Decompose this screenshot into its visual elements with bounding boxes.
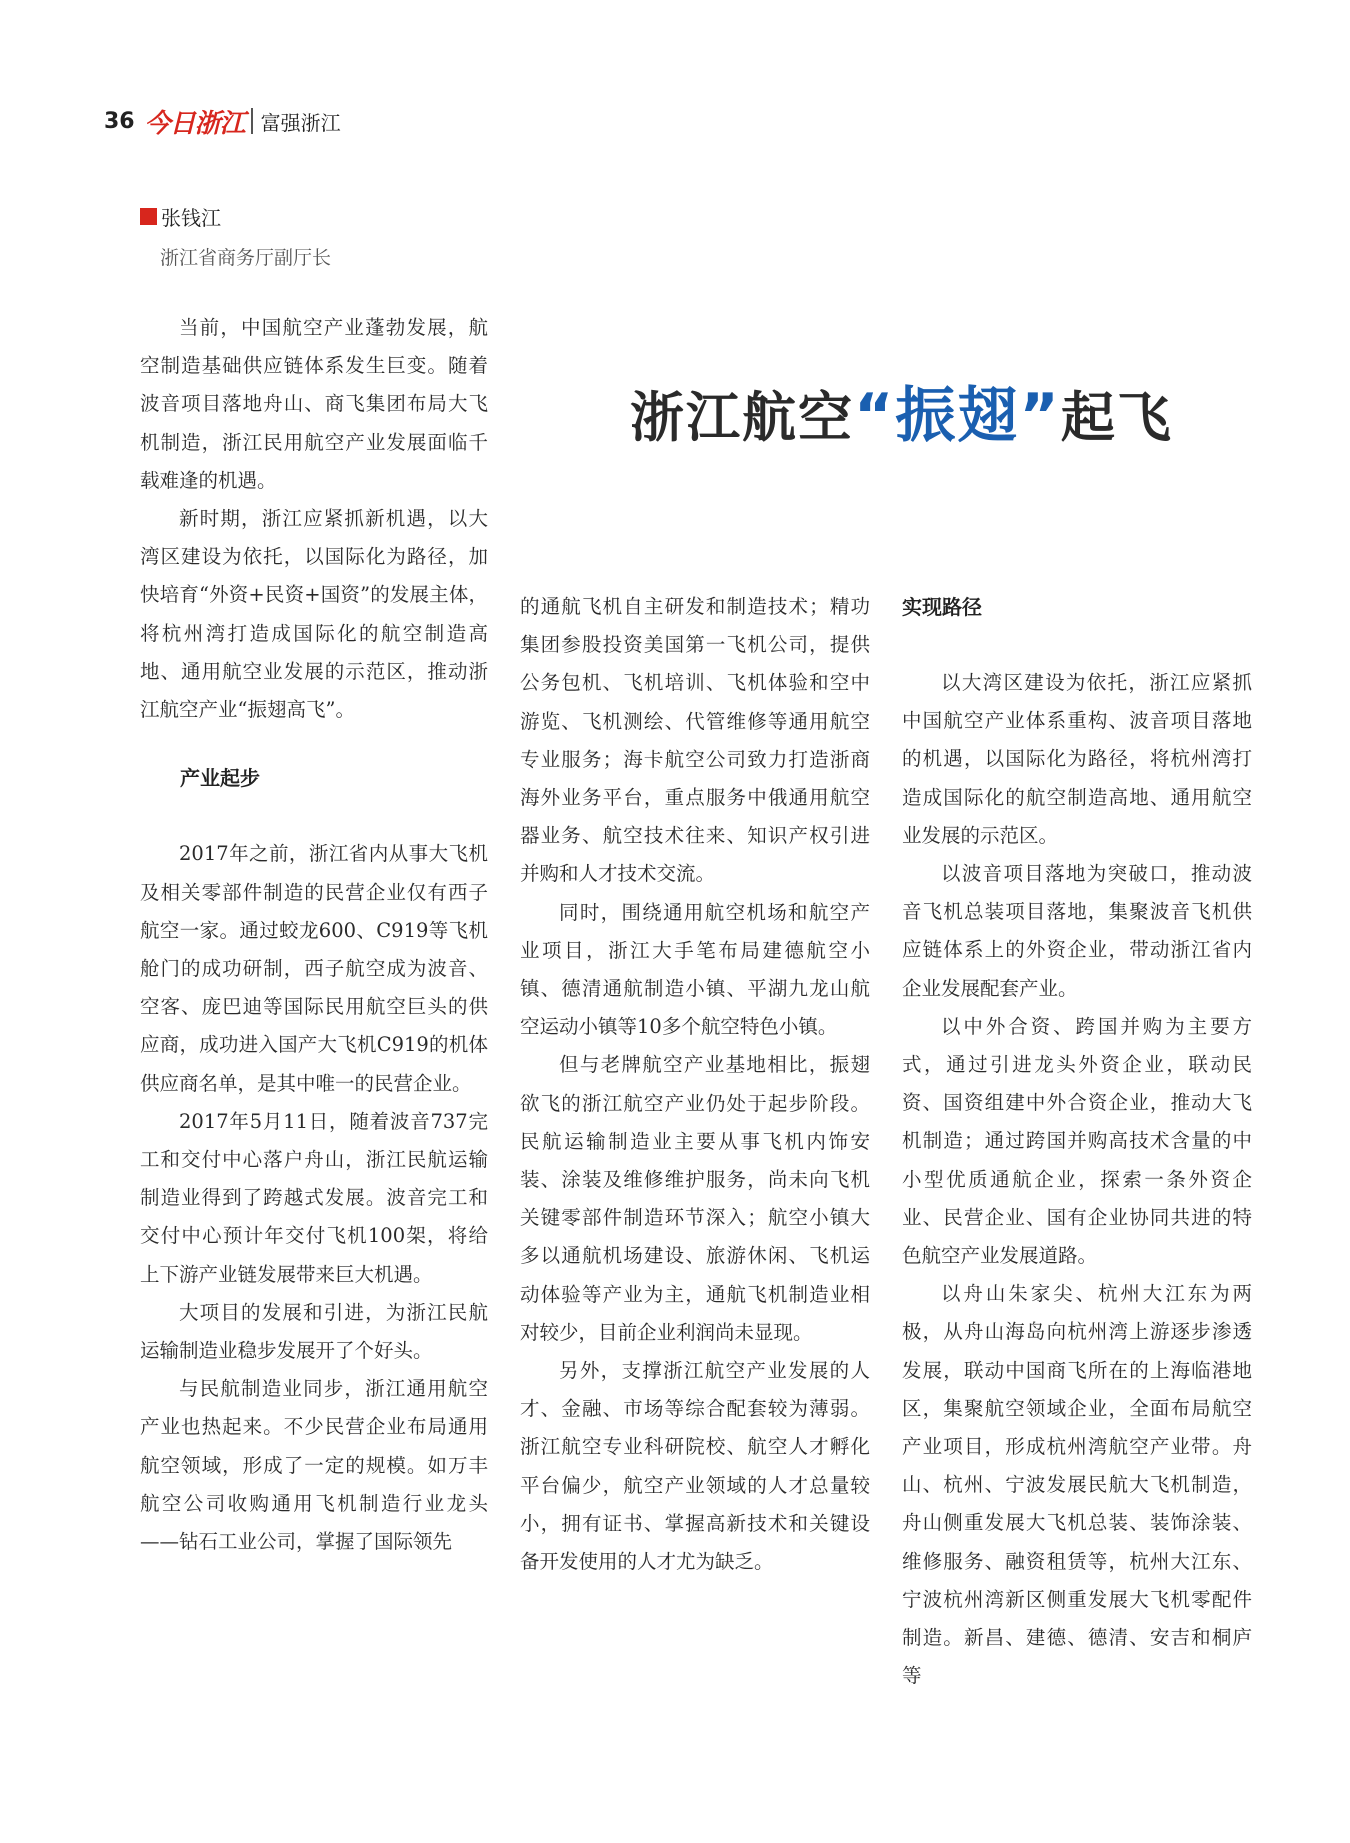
column-3 — [902, 664, 1252, 1695]
paragraph: 以中外合资、跨国并购为主要方式，通过引进龙头外资企业，联动民资、国资组建中外合资企业，推动大飞机制造；通过跨国并购高技术含量的中小型优质通航企业，探索一条外资企业、民营企业、国有企业协同共进的特色航空产业发展道路。 — [902, 1014, 1252, 1268]
section-heading: 产业起步 — [180, 766, 260, 791]
headline-highlight: “振翅” — [854, 381, 1061, 451]
paragraph: 与民航制造业同步，浙江通用航空产业也热起来。不少民营企业布局通用航空领域，形成了一定的规模。如万丰航空公司收购通用飞机制造行业龙头——钻石工业公司，掌握了国际领先 — [140, 1377, 488, 1554]
author-name-row — [140, 202, 331, 231]
paragraph: 以波音项目落地为突破口，推动波音飞机总装项目落地，集聚波音飞机供应链体系上的外资企业，带动浙江省内企业发展配套产业。 — [902, 862, 1252, 1000]
author-name: 张钱江 — [161, 206, 221, 230]
section-name: 富强浙江 — [260, 110, 341, 135]
author-block — [140, 202, 331, 270]
paragraph: 大项目的发展和引进，为浙江民航运输制造业稳步发展开了个好头。 — [140, 1300, 488, 1363]
paragraph: 但与老牌航空产业基地相比，振翅欲飞的浙江航空产业仍处于起步阶段。民航运输制造业主要从事飞机内饰安装、涂装及维修维护服务，尚未向飞机关键零部件制造环节深入；航空小镇大多以通航机场建设、旅游休闲、飞机运动体验等产业为主，通航飞机制造业相对较少，目前企业利润尚未显现。 — [520, 1053, 870, 1344]
paragraph: 2017年5月11日，随着波音737完工和交付中心落户舟山，浙江民航运输制造业得到了跨越式发展。波音完工和交付中心预计年交付飞机100架，将给上下游产业链发展带来巨大机遇。 — [140, 1109, 488, 1286]
headline-part-3: 起飞 — [1060, 385, 1173, 449]
paragraph: 以舟山朱家尖、杭州大江东为两极，从舟山海岛向杭州湾上游逐步渗透发展，联动中国商飞所在的上海临港地区，集聚航空领域企业，全面布局航空产业项目，形成杭州湾航空产业带。舟山、杭州、宁波发展民航大飞机制造，舟山侧重发展大飞机总装、装饰涂装、维修服务、融资租赁等，杭州大江东、宁波杭州湾新区侧重发展大飞机零配件制造。新昌、建德、德清、安吉和桐庐等 — [902, 1282, 1252, 1688]
paragraph: 2017年之前，浙江省内从事大飞机及相关零部件制造的民营企业仅有西子航空一家。通过蛟龙600、C919等飞机舱门的成功研制，西子航空成为波音、空客、庞巴迪等国际民用航空巨头的供应商，成功进入国产大飞机C919的机体供应商名单，是其中唯一的民营企业。 — [140, 842, 488, 1095]
paragraph: 同时，围绕通用航空机场和航空产业项目，浙江大手笔布局建德航空小镇、德清通航制造小镇、平湖九龙山航空运动小镇等10多个航空特色小镇。 — [520, 900, 870, 1039]
red-square-icon — [140, 208, 157, 225]
paragraph: 以大湾区建设为依托，浙江应紧抓中国航空产业体系重构、波音项目落地的机遇，以国际化为路径，将杭州湾打造成国际化的航空制造高地、通用航空业发展的示范区。 — [902, 671, 1252, 847]
section-heading: 实现路径 — [902, 595, 982, 619]
magazine-logo: 今日浙江 — [144, 108, 245, 139]
column-2 — [520, 588, 870, 1581]
paragraph: 当前，中国航空产业蓬勃发展，航空制造基础供应链体系发生巨变。随着波音项目落地舟山、商飞集团布局大飞机制造，浙江民用航空产业发展面临千载难逢的机遇。 — [140, 316, 488, 492]
column-1 — [140, 309, 488, 1561]
headline-part-1: 浙江航空 — [630, 385, 854, 449]
header-divider — [251, 108, 253, 134]
article-headline — [630, 368, 1173, 454]
paragraph: 的通航飞机自主研发和制造技术；精功集团参股投资美国第一飞机公司，提供公务包机、飞机培训、飞机体验和空中游览、飞机测绘、代管维修等通用航空专业服务；海卡航空公司致力打造浙商海外业务平台，重点服务中俄通用航空器业务、航空技术往来、知识产权引进并购和人才技术交流。 — [520, 595, 870, 886]
author-title: 浙江省商务厅副厅长 — [160, 247, 332, 269]
page-number: 36 — [104, 108, 135, 134]
paragraph: 另外，支撑浙江航空产业发展的人才、金融、市场等综合配套较为薄弱。浙江航空专业科研院校、航空人才孵化平台偏少，航空产业领域的人才总量较小，拥有证书、掌握高新技术和关键设备开发使用的人才尤为缺乏。 — [520, 1359, 870, 1574]
paragraph: 新时期，浙江应紧抓新机遇，以大湾区建设为依托，以国际化为路径，加快培育“外资+民资+国资”的发展主体，将杭州湾打造成国际化的航空制造高地、通用航空业发展的示范区，推动浙江航空产业“振翅高飞”。 — [140, 507, 488, 722]
page-header — [104, 101, 341, 141]
